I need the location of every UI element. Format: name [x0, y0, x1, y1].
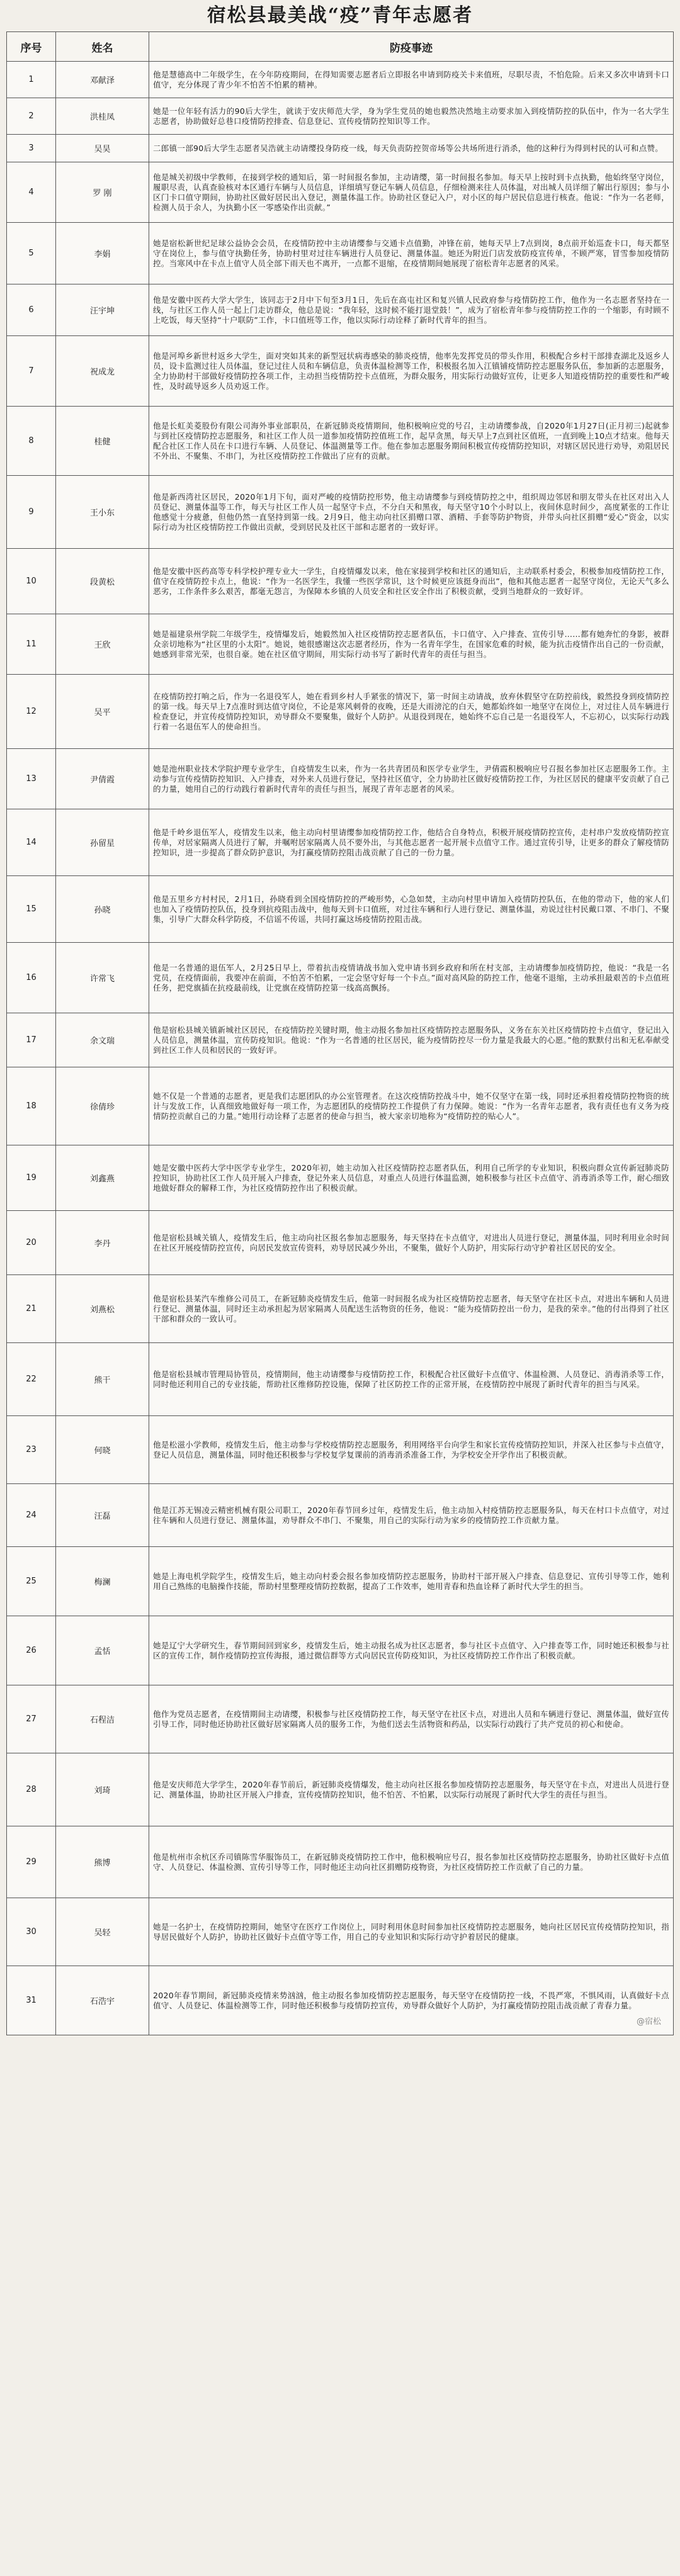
row-number: 31 — [7, 1966, 56, 2035]
volunteer-story: 在疫情防控打响之后，作为一名退役军人，她在看到乡村人手紧张的情况下，第一时间主动请战，放弃休假坚守在防控前线，毅然投身到疫情防控的第一线。每天早上7点准时到达值守岗位，不论是寒风刺骨的夜晚，还是大雨滂沱的白天，她都始终如一地坚守在岗位上，对过往人员车辆进行检查登记，并宣传疫情防控知识，劝导群众不要聚集，做好个人防护。从退役到现在，她始终不忘自己是一名退役军人，不忘初心，以实际行动践行着一名退伍军人的使命担当。 — [149, 675, 674, 749]
row-number: 19 — [7, 1145, 56, 1211]
volunteer-name: 石程洁 — [56, 1685, 149, 1753]
row-number: 18 — [7, 1067, 56, 1145]
volunteer-name: 孙晓 — [56, 876, 149, 943]
row-number: 11 — [7, 614, 56, 675]
volunteer-name: 刘鑫燕 — [56, 1145, 149, 1211]
volunteer-name: 洪桂凤 — [56, 98, 149, 135]
volunteer-name: 汪宇坤 — [56, 284, 149, 336]
row-number: 6 — [7, 284, 56, 336]
document-page — [6, 0, 674, 2035]
volunteer-name: 吴轻 — [56, 1898, 149, 1966]
volunteer-name: 汪磊 — [56, 1484, 149, 1547]
volunteer-name: 王欣 — [56, 614, 149, 675]
table-row — [7, 162, 674, 223]
volunteer-story: 他是宿松县某汽车维修公司员工，在新冠肺炎疫情发生后，他第一时间报名成为社区疫情防控志愿者，每天坚守在社区卡点，对进出车辆和人员进行登记、测量体温，同时还主动承担起为居家隔离人员配送生活物资的任务，他说：“能为疫情防控出一份力，是我的荣幸。”他的付出得到了社区干部和群众的一致认可。 — [149, 1275, 674, 1343]
volunteer-story: 他是新西湾社区居民，2020年1月下旬，面对严峻的疫情防控形势，他主动请缨参与到疫情防控之中，组织周边邻居和朋友带头在社区对出入人员登记、测量体温等工作，每天与社区工作人员一起坚守卡点，不分白天和黑夜，每天坚守10个小时以上，夜间休息时间少，高度紧张的工作让他感觉十分疲惫，但他仍然一直坚持到第一线。2月9日，他主动向社区捐赠口罩、酒精、手套等防护物资，并带头向社区捐赠“爱心”资金，以实际行动为社区疫情防控工作做出贡献，受到居民及社区干部和志愿者的一致好评。 — [149, 476, 674, 549]
volunteer-name: 祝成龙 — [56, 336, 149, 407]
row-number: 4 — [7, 162, 56, 223]
volunteer-story: 二郎镇一部90后大学生志愿者吴浩就主动请缨投身防疫一线，每天负责防控贺帝场等公共场所进行消杀，他的这种行为得到村民的认可和点赞。 — [149, 135, 674, 162]
volunteer-name: 熊干 — [56, 1343, 149, 1416]
volunteer-story: 他是宿松县城关镇人，疫情发生后，他主动向社区报名参加志愿服务，每天坚持在卡点值守，对进出人员进行登记，测量体温，同时利用业余时间在社区开展疫情防控宣传，向居民发放宣传资料，劝导居民减少外出，不聚集，做好个人防护，用实际行动守护着社区居民的安全。 — [149, 1211, 674, 1275]
volunteer-story: 他是安庆师范大学学生，2020年春节前后，新冠肺炎疫情爆发，他主动向社区报名参加疫情防控志愿服务，每天坚守在卡点，对进出人员进行登记、测量体温，协助社区开展入户排查，宣传疫情防控知识，他不怕苦、不怕累，以实际行动展现了新时代大学生的责任与担当。 — [149, 1753, 674, 1826]
table-row — [7, 1275, 674, 1343]
table-row — [7, 876, 674, 943]
row-number: 30 — [7, 1898, 56, 1966]
volunteer-name: 孙留星 — [56, 809, 149, 876]
table-row — [7, 749, 674, 809]
table-row — [7, 1753, 674, 1826]
row-number: 2 — [7, 98, 56, 135]
volunteer-name: 刘燕松 — [56, 1275, 149, 1343]
table-row — [7, 614, 674, 675]
volunteer-story: 她是福建泉州学院二年级学生，疫情爆发后，她毅然加入社区疫情防控志愿者队伍，卡口值守、入户排查、宣传引导……都有她奔忙的身影，被群众亲切地称为“社区里的小太阳”。她说，她很感谢这次志愿者经历，作为一名青年学生，在国家危难的时候，能为抗击疫情作出自己的一份贡献，她感到非常光荣，也很自豪。她在社区值守期间，用实际行动书写了新时代青年的责任与担当。 — [149, 614, 674, 675]
volunteer-story: 她是辽宁大学研究生，春节期间回到家乡，疫情发生后，她主动报名成为社区志愿者，参与社区卡点值守、入户排查等工作，同时她还积极参与社区的宣传工作，制作疫情防控宣传海报，通过微信群等方式向居民宣传防疫知识，为社区疫情防控工作作出了积极贡献。 — [149, 1616, 674, 1685]
volunteer-story: 他作为党员志愿者，在疫情期间主动请缨，积极参与社区疫情防控工作，每天坚守在社区卡点，对进出人员和车辆进行登记、测量体温，做好宣传引导工作，同时他还协助社区做好居家隔离人员的服务工作，为他们送去生活物资和药品，以实际行动践行了共产党员的初心和使命。 — [149, 1685, 674, 1753]
row-number: 3 — [7, 135, 56, 162]
header-story: 防疫事迹 — [149, 32, 674, 62]
row-number: 21 — [7, 1275, 56, 1343]
volunteer-story: 他是安徽中医药大学大学生，该同志于2月中下旬至3月1日，先后在高屯社区和复兴镇人民政府参与疫情防控工作，他作为一名志愿者坚持在一线，与社区工作人员一起上门走访群众，他总是说：“我年轻，这时候不能打退堂鼓！”，成为了宿松青年参与疫情防控工作的一个缩影，有时顾不上吃饭，每天坚持“十户联防”工作，卡口值班等工作，他以实际行动诠释了新时代青年的担当。 — [149, 284, 674, 336]
row-number: 14 — [7, 809, 56, 876]
volunteer-name: 余文瑞 — [56, 1013, 149, 1067]
row-number: 23 — [7, 1416, 56, 1484]
volunteer-name: 石浩宇 — [56, 1966, 149, 2035]
table-row — [7, 476, 674, 549]
volunteer-name: 李丹 — [56, 1211, 149, 1275]
volunteer-story: 她不仅是一个普通的志愿者，更是我们志愿团队的办公室管理者。在这次疫情防控战斗中，她不仅坚守在第一线，同时还承担着疫情防控物资的统计与发放工作，认真细致地做好每一项工作，为志愿团队的疫情防控工作提供了有力保障。她说：“作为一名青年志愿者，我有责任也有义务为疫情防控贡献自己的力量。”她用行动诠释了志愿者的使命与担当，被大家亲切地称为“疫情防控的贴心人”。 — [149, 1067, 674, 1145]
volunteer-story: 2020年春节期间，新冠肺炎疫情来势汹汹，他主动报名参加疫情防控志愿服务，每天坚守在疫情防控一线，不畏严寒，不惧风雨，认真做好卡点值守、人员登记、体温检测等工作，同时他还积极参与疫情防控宣传，劝导群众做好个人防护，为打赢疫情防控阻击战贡献了青春力量。 — [149, 1966, 674, 2035]
table-row — [7, 1898, 674, 1966]
table-row — [7, 1616, 674, 1685]
volunteer-name: 吴平 — [56, 675, 149, 749]
row-number: 13 — [7, 749, 56, 809]
table-row — [7, 1013, 674, 1067]
row-number: 27 — [7, 1685, 56, 1753]
table-header-row — [7, 32, 674, 62]
volunteer-story: 他是城关初级中学教师，在接到学校的通知后，第一时间报名参加，主动请缨，第一时间报名参加。每天早上按时到卡点执勤，他始终坚守岗位，履职尽责，认真查验核对本区通行车辆与人员信息，详细填写登记车辆人员信息，仔细检测来往人员体温，对出城人员详细了解出行原因；参与小区门卡口值守期间，协助社区做好居民出入登记，测量体温工作。协助社区登记入户，对小区的每户居民信息进行核查。他说：“作为一名老师，检测人员于余人，为执勤小区一零感染作出贡献。” — [149, 162, 674, 223]
volunteer-name: 许常飞 — [56, 943, 149, 1013]
volunteer-name: 刘琦 — [56, 1753, 149, 1826]
volunteer-story: 他是宿松县城市管理局协管员，疫情期间，他主动请缨参与疫情防控工作，积极配合社区做好卡点值守、体温检测、人员登记、消毒消杀等工作，同时他还利用自己的专业技能，帮助社区维修防控设施，保障了社区防控工作的正常开展，在疫情防控中展现了新时代青年的担当与风采。 — [149, 1343, 674, 1416]
row-number: 16 — [7, 943, 56, 1013]
table-row — [7, 223, 674, 284]
row-number: 22 — [7, 1343, 56, 1416]
table-row — [7, 98, 674, 135]
volunteer-story: 她是安徽中医药大学中医学专业学生，2020年初，她主动加入社区疫情防控志愿者队伍，利用自己所学的专业知识，积极向群众宣传新冠肺炎防控知识，协助社区工作人员开展入户排查，登记外来人员信息，对重点人员进行体温监测，她积极参与社区卡点值守、消毒消杀等工作，耐心细致地做好群众的解释工作，为社区疫情防控作出了积极贡献。 — [149, 1145, 674, 1211]
volunteer-name: 熊博 — [56, 1826, 149, 1898]
table-row — [7, 1416, 674, 1484]
table-row — [7, 135, 674, 162]
table-row — [7, 1547, 674, 1616]
volunteer-name: 段黄松 — [56, 549, 149, 614]
row-number: 8 — [7, 407, 56, 476]
table-row — [7, 549, 674, 614]
table-row — [7, 675, 674, 749]
row-number: 5 — [7, 223, 56, 284]
watermark: @宿松 — [636, 2017, 661, 2027]
volunteer-story: 她是上海电机学院学生，疫情发生后，她主动向村委会报名参加疫情防控志愿服务，协助村干部开展入户排查、信息登记、宣传引导等工作，她利用自己熟练的电脑操作技能，帮助村里整理疫情防控数据，提高了工作效率，她用青春和热血诠释了新时代大学生的担当。 — [149, 1547, 674, 1616]
row-number: 24 — [7, 1484, 56, 1547]
volunteer-name: 徐倩珍 — [56, 1067, 149, 1145]
document-title: 宿松县最美战“疫”青年志愿者 — [207, 4, 473, 26]
row-number: 28 — [7, 1753, 56, 1826]
table-row — [7, 1067, 674, 1145]
volunteer-table — [6, 31, 674, 2035]
row-number: 10 — [7, 549, 56, 614]
volunteer-story: 她是一位年轻有活力的90后大学生，就读于安庆师范大学，身为学生党员的她也毅然决然地主动要求加入到疫情防控的队伍中，作为一名大学生志愿者，协助做好总巷口疫情防控排查、信息登记、宣传疫情防控知识等工作。 — [149, 98, 674, 135]
volunteer-story: 他是宿松县城关镇新城社区居民，在疫情防控关键时期，他主动报名参加社区疫情防控志愿服务队，义务在东关社区疫情防控卡点值守，登记出入人员信息，测量体温，宣传防疫知识。他说：“作为一名普通的社区居民，能为疫情防控尽一份力量是我最大的心愿。”他的默默付出和无私奉献受到社区工作人员和居民的一致好评。 — [149, 1013, 674, 1067]
volunteer-story: 他是安徽中医药高等专科学校护理专业大一学生，自疫情爆发以来，他在家接到学校和社区的通知后，主动联系村委会，积极参加疫情防控工作，值守在疫情防控卡点上，他说：“作为一名医学生，我懂一些医学常识，这个时候更应该挺身而出”，他和其他志愿者一起坚守岗位，无论天气多么恶劣，工作条件多么艰苦，都毫无怨言，为保障本乡镇的人员安全和社区安全作出了积极贡献，受到当地群众的一致好评。 — [149, 549, 674, 614]
volunteer-story: 她是池州职业技术学院护理专业学生，自疫情发生以来，作为一名共青团员和医学专业学生，尹倩霞积极响应号召报名参加社区志愿服务工作。主动参与宣传疫情防控知识、入户排查，对外来人员进行登记，坚持社区值守，全力协助社区做好疫情防控工作，为社区居民的健康平安贡献了自己的力量，她用自己的行动践行着新时代青年的责任与担当，展现了青年志愿者的风采。 — [149, 749, 674, 809]
volunteer-story: 她是宿松新世纪足球公益协会会员，在疫情防控中主动请缨参与交通卡点值勤，冲锋在前，她每天早上7点到岗，8点前开始巡查卡口，每天都坚守在岗位上，参与值守执勤任务，协助村里对过往车辆进行人员登记、测量体温。她还为附近门店发放防疫宣传单，不顾严寒，冒雪参加疫情防控。当寒风中在卡点上值守人员全部下雨天也不离开，一点都不退缩，在疫情期间她展现了宿松青年志愿者的风采。 — [149, 223, 674, 284]
volunteer-story: 他是慧德高中二年级学生，在今年防疫期间，在得知需要志愿者后立即报名申请到防疫关卡来值班，尽职尽责，不怕危险。后来又多次申请到卡口值守，充分体现了青少年不怕苦不怕累的精神。 — [149, 62, 674, 98]
table-row — [7, 336, 674, 407]
volunteer-story: 他是杭州市余杭区乔司镇陈雪华服饰员工，在新冠肺炎疫情防控工作中，他积极响应号召，报名参加社区疫情防控志愿服务，协助社区做好卡点值守、人员登记、体温检测、宣传引导等工作，同时他还主动向社区捐赠防疫物资，为社区疫情防控工作贡献了自己的力量。 — [149, 1826, 674, 1898]
row-number: 15 — [7, 876, 56, 943]
volunteer-story: 她是一名护士，在疫情防控期间，她坚守在医疗工作岗位上，同时利用休息时间参加社区疫情防控志愿服务，她向社区居民宣传疫情防控知识，指导居民做好个人防护，协助社区做好卡点值守等工作，用自己的专业知识和实际行动守护着居民的健康。 — [149, 1898, 674, 1966]
row-number: 29 — [7, 1826, 56, 1898]
table-row — [7, 284, 674, 336]
row-number: 26 — [7, 1616, 56, 1685]
volunteer-name: 尹倩霞 — [56, 749, 149, 809]
volunteer-name: 王小东 — [56, 476, 149, 549]
volunteer-story: 他是松滋小学教师，疫情发生后，他主动参与学校疫情防控志愿服务，利用网络平台向学生和家长宣传疫情防控知识，并深入社区参与卡点值守，登记人员信息，测量体温，同时他还积极参与学校复学复课前的消毒消杀准备工作，为学校安全开学作出了积极贡献。 — [149, 1416, 674, 1484]
row-number: 20 — [7, 1211, 56, 1275]
volunteer-story: 他是长虹美菱股份有限公司海外事业部职员，在新冠肺炎疫情期间，他积极响应党的号召，主动请缨参战，自2020年1月27日(正月初三)起就参与到社区疫情防控志愿服务，和社区工作人员一道参加疫情防控值班工作，起早贪黑，每天早上7点到社区值班，一直到晚上10点才结束。他每天配合社区工作人员在卡口进行车辆、人员登记、体温测量等工作。他在参加志愿服务期间积极宣传疫情防控知识，对辖区居民进行劝导，劝阻居民不外出、不聚集、不串门，为社区疫情防控工作做出了应有的贡献。 — [149, 407, 674, 476]
table-row — [7, 1211, 674, 1275]
row-number: 12 — [7, 675, 56, 749]
volunteer-name: 梅澜 — [56, 1547, 149, 1616]
table-row — [7, 407, 674, 476]
table-row — [7, 62, 674, 98]
header-no: 序号 — [7, 32, 56, 62]
table-row — [7, 809, 674, 876]
row-number: 1 — [7, 62, 56, 98]
volunteer-name: 吴昊 — [56, 135, 149, 162]
volunteer-name: 何晓 — [56, 1416, 149, 1484]
row-number: 17 — [7, 1013, 56, 1067]
volunteer-name: 李娟 — [56, 223, 149, 284]
row-number: 25 — [7, 1547, 56, 1616]
volunteer-name: 罗 刚 — [56, 162, 149, 223]
table-row — [7, 1145, 674, 1211]
row-number: 9 — [7, 476, 56, 549]
volunteer-story: 他是河埠乡新世村返乡大学生，面对突如其来的新型冠状病毒感染的肺炎疫情，他率先发挥党员的带头作用，积极配合乡村干部排查湖北及返乡人员，设卡监测过往人员体温，登记过往人员和车辆信息，负责体温检测等工作，积极报名加入江镇铺疫情防控志愿服务队伍，参加新的志愿服务，全力协助村干部做好疫情防控各项工作，主动担当疫情防控卡点值班，为群众服务，用实际行动做好宣传，让更多人知道疫情防控的重要性和严峻性，及时疏导返乡人员劝返工作。 — [149, 336, 674, 407]
row-number: 7 — [7, 336, 56, 407]
table-row — [7, 1685, 674, 1753]
table-row — [7, 943, 674, 1013]
volunteer-name: 桂健 — [56, 407, 149, 476]
table-row — [7, 1343, 674, 1416]
table-row — [7, 1484, 674, 1547]
volunteer-name: 孟恬 — [56, 1616, 149, 1685]
table-row — [7, 1966, 674, 2035]
table-row — [7, 1826, 674, 1898]
volunteer-story: 他是五里乡方村村民，2月1日，孙晓看到全国疫情防控的严峻形势，心急如焚，主动向村里申请加入疫情防控队伍，在他的带动下，他的家人们也加入了疫情防控队伍，投身到抗疫阻击战中，他每天到卡口值班，对过往车辆和行人进行登记、测量体温，劝说过往村民戴口罩、不串门、不聚集，引导广大群众科学防疫，不信谣不传谣，共同打赢这场疫情防控阻击战。 — [149, 876, 674, 943]
volunteer-name: 邓献泽 — [56, 62, 149, 98]
volunteer-story: 他是千岭乡退伍军人，疫情发生以来，他主动向村里请缨参加疫情防控工作，他结合自身特点，积极开展疫情防控宣传，走村串户发放疫情防控宣传单，对居家隔离人员进行了解，并嘱咐居家隔离人员不要外出，与其他志愿者一起开展卡点值守工作。通过宣传引导，让更多的群众了解疫情防控知识，进一步提高了群众防护意识，为打赢疫情防控阻击战贡献了自己的一份力量。 — [149, 809, 674, 876]
volunteer-story: 他是一名普通的退伍军人，2月25日早上，带着抗击疫情请战书加入党申请书到乡政府和所在村支部，主动请缨参加疫情防控，他说：“我是一名党员，在疫情面前，我要冲在前面，不怕苦不怕累，一定会坚守好每一个卡点。”面对高风险的防控工作，他毫不退缩，主动承担最艰苦的卡点值班任务，把党旗插在抗疫最前线，让党旗在疫情防控第一线高高飘扬。 — [149, 943, 674, 1013]
header-name: 姓名 — [56, 32, 149, 62]
volunteer-story: 他是江苏无锡凌云精密机械有限公司职工，2020年春节回乡过年，疫情发生后，他主动加入村疫情防控志愿服务队，每天在村口卡点值守，对过往车辆和人员进行登记、测量体温，劝导群众不串门、不聚集，用自己的实际行动为家乡的疫情防控工作贡献力量。 — [149, 1484, 674, 1547]
